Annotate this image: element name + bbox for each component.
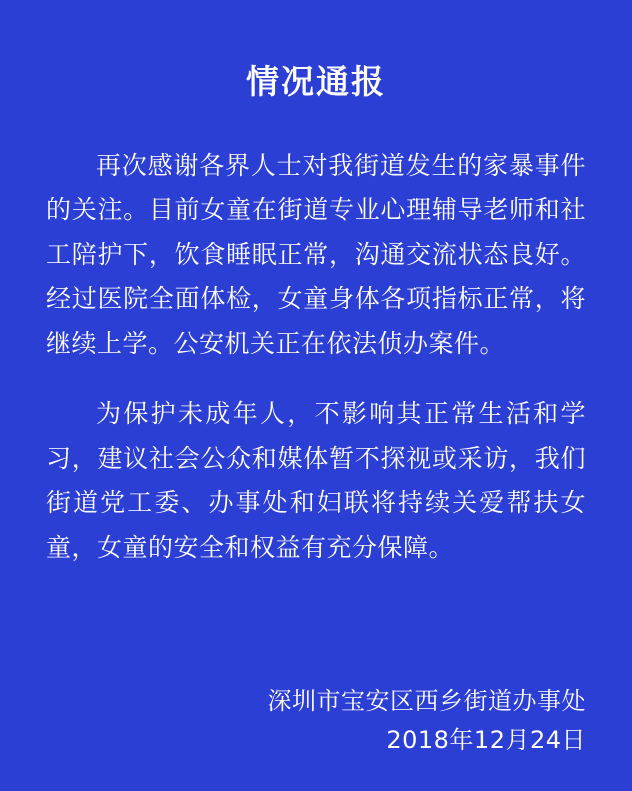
notice-paragraph-2: 为保护未成年人，不影响其正常生活和学习，建议社会公众和媒体暂不探视或采访，我们街道党工委、办事处和妇联将持续关爱帮扶女童，女童的安全和权益有充分保障。	[46, 399, 586, 562]
signature-block	[46, 682, 586, 761]
signature-date: 2018年12月24日	[386, 726, 586, 755]
notice-body	[46, 144, 586, 597]
signature-organization: 深圳市宝安区西乡街道办事处	[267, 686, 586, 715]
notice-paragraph-1: 再次感谢各界人士对我街道发生的家暴事件的关注。目前女童在街道专业心理辅导老师和社工陪护下，饮食睡眠正常，沟通交流状态良好。经过医院全面体检，女童身体各项指标正常，将继续上学。公安机关正在依法侦办案件。	[46, 150, 586, 358]
layout-spacer	[46, 596, 586, 654]
page-title: 情况通报	[246, 62, 386, 101]
